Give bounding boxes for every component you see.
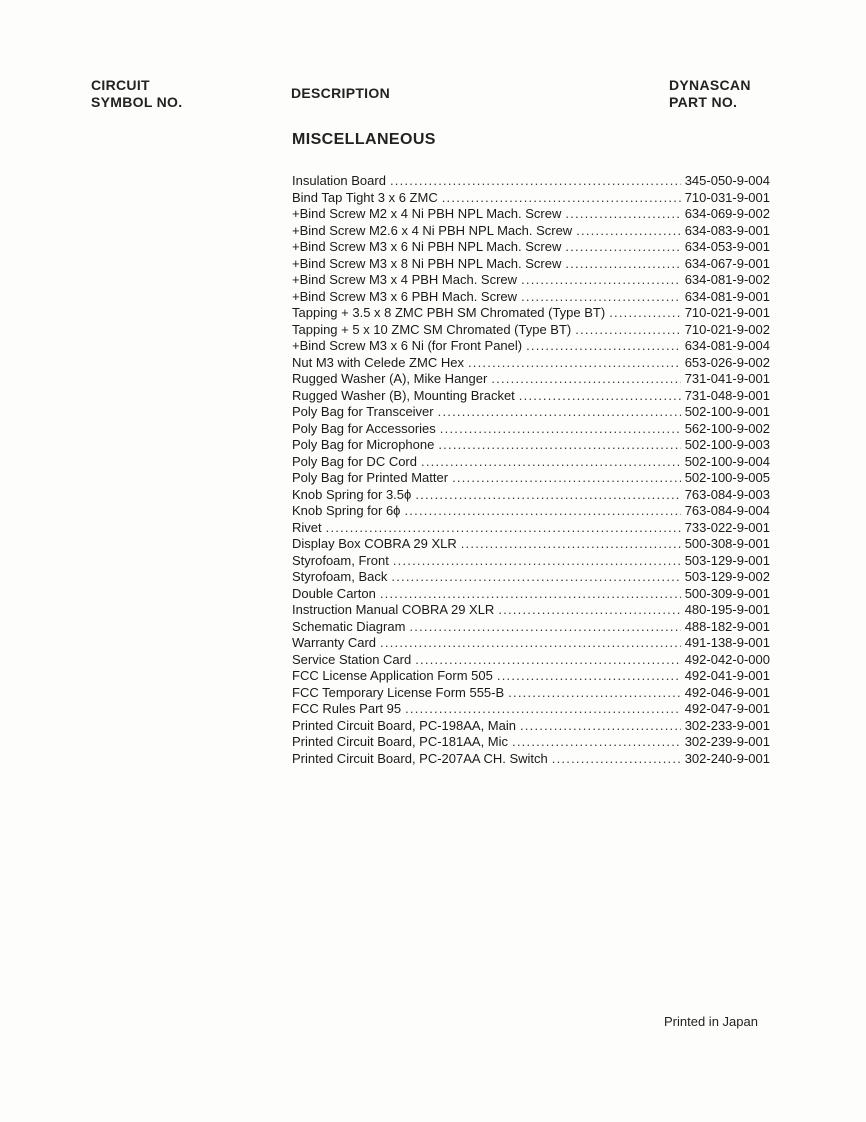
part-description: Styrofoam, Back bbox=[292, 569, 388, 584]
part-number: 731-041-9-001 bbox=[684, 371, 770, 386]
column-header-circuit-line2: SYMBOL NO. bbox=[91, 94, 183, 110]
dot-leader bbox=[552, 751, 681, 768]
dot-leader bbox=[452, 470, 681, 487]
dot-leader bbox=[508, 685, 681, 702]
parts-list-row bbox=[292, 454, 770, 471]
parts-list-row bbox=[292, 734, 770, 751]
part-description: +Bind Screw M2 x 4 Ni PBH NPL Mach. Screw bbox=[292, 206, 562, 221]
part-description: Nut M3 with Celede ZMC Hex bbox=[292, 354, 464, 370]
dot-leader bbox=[565, 239, 680, 256]
parts-list-row bbox=[292, 503, 770, 520]
dot-leader bbox=[438, 404, 681, 421]
part-description: +Bind Screw M3 x 6 PBH Mach. Screw bbox=[292, 288, 518, 304]
part-number: 763-084-9-003 bbox=[684, 486, 770, 502]
part-description: Printed Circuit Board, PC-207AA CH. Switch bbox=[292, 750, 548, 766]
part-description: Poly Bag for Transceiver bbox=[292, 404, 434, 419]
dot-leader bbox=[390, 173, 681, 190]
parts-list-row bbox=[292, 602, 770, 619]
part-description: Insulation Board bbox=[292, 173, 386, 188]
part-description: Rivet bbox=[292, 519, 322, 535]
part-description: +Bind Screw M3 x 6 Ni (for Front Panel) bbox=[292, 338, 523, 353]
part-description: FCC Rules Part 95 bbox=[292, 701, 402, 716]
dot-leader bbox=[391, 569, 680, 586]
column-header-part-line2: PART NO. bbox=[669, 94, 738, 110]
part-description: Tapping + 5 x 10 ZMC SM Chromated (Type BT) bbox=[292, 321, 572, 337]
part-number: 634-083-9-001 bbox=[684, 222, 770, 238]
parts-list-row bbox=[292, 553, 770, 570]
dot-leader bbox=[521, 289, 681, 306]
dot-leader bbox=[415, 652, 680, 669]
part-description: Poly Bag for Accessories bbox=[292, 420, 436, 436]
dot-leader bbox=[512, 734, 681, 751]
part-number: 302-233-9-001 bbox=[684, 717, 770, 733]
part-description: Styrofoam, Front bbox=[292, 552, 389, 568]
parts-list-row bbox=[292, 635, 770, 652]
parts-list-row bbox=[292, 371, 770, 388]
part-number: 503-129-9-001 bbox=[684, 552, 770, 568]
parts-list-row bbox=[292, 272, 770, 289]
parts-list-row bbox=[292, 487, 770, 504]
dot-leader bbox=[415, 487, 680, 504]
part-number: 502-100-9-005 bbox=[684, 470, 770, 485]
parts-list-row bbox=[292, 305, 770, 322]
part-description: Bind Tap Tight 3 x 6 ZMC bbox=[292, 189, 438, 205]
part-number: 763-084-9-004 bbox=[684, 503, 770, 518]
parts-list-row bbox=[292, 338, 770, 355]
part-number: 634-081-9-002 bbox=[684, 272, 770, 287]
dot-leader bbox=[497, 668, 681, 685]
dot-leader bbox=[409, 619, 680, 636]
part-description: Rugged Washer (A), Mike Hanger bbox=[292, 371, 488, 386]
dot-leader bbox=[404, 503, 680, 520]
column-header-part-no bbox=[669, 77, 751, 111]
dot-leader bbox=[576, 223, 681, 240]
part-number: 492-041-9-001 bbox=[684, 668, 770, 683]
footer-printed-in: Printed in Japan bbox=[664, 1014, 758, 1029]
parts-list-row bbox=[292, 322, 770, 339]
dot-leader bbox=[498, 602, 680, 619]
part-number: 500-308-9-001 bbox=[684, 536, 770, 551]
part-number: 492-047-9-001 bbox=[684, 701, 770, 716]
part-number: 710-021-9-001 bbox=[684, 305, 770, 320]
part-number: 492-046-9-001 bbox=[684, 684, 770, 700]
column-header-circuit-line1: CIRCUIT bbox=[91, 77, 150, 93]
part-number: 492-042-0-000 bbox=[684, 651, 770, 667]
dot-leader bbox=[438, 437, 680, 454]
part-description: FCC Temporary License Form 555-B bbox=[292, 684, 505, 700]
part-description: Poly Bag for Microphone bbox=[292, 437, 435, 452]
dot-leader bbox=[440, 421, 681, 438]
part-number: 500-309-9-001 bbox=[684, 585, 770, 601]
parts-list-row bbox=[292, 355, 770, 372]
part-description: Rugged Washer (B), Mounting Bracket bbox=[292, 387, 515, 403]
parts-list-row bbox=[292, 520, 770, 537]
part-number: 634-053-9-001 bbox=[684, 239, 770, 254]
dot-leader bbox=[526, 338, 681, 355]
parts-list-row bbox=[292, 619, 770, 636]
dot-leader bbox=[380, 586, 681, 603]
part-description: +Bind Screw M2.6 x 4 Ni PBH NPL Mach. Screw bbox=[292, 222, 573, 238]
parts-list-row bbox=[292, 289, 770, 306]
part-description: Double Carton bbox=[292, 585, 376, 601]
part-number: 480-195-9-001 bbox=[684, 602, 770, 617]
part-number: 710-031-9-001 bbox=[684, 189, 770, 205]
part-description: Printed Circuit Board, PC-198AA, Main bbox=[292, 717, 516, 733]
part-description: Poly Bag for Printed Matter bbox=[292, 470, 449, 485]
part-number: 634-067-9-001 bbox=[684, 255, 770, 271]
dot-leader bbox=[491, 371, 680, 388]
parts-list-row bbox=[292, 437, 770, 454]
part-number: 302-240-9-001 bbox=[684, 750, 770, 766]
column-header-circuit-symbol bbox=[91, 77, 182, 111]
parts-list-row bbox=[292, 668, 770, 685]
part-number: 731-048-9-001 bbox=[684, 387, 770, 403]
parts-list-row bbox=[292, 256, 770, 273]
part-description: +Bind Screw M3 x 6 Ni PBH NPL Mach. Screw bbox=[292, 239, 562, 254]
dot-leader bbox=[442, 190, 681, 207]
parts-list-row bbox=[292, 421, 770, 438]
column-header-description bbox=[291, 85, 390, 102]
dot-leader bbox=[380, 635, 681, 652]
parts-list bbox=[292, 173, 770, 767]
parts-list-row bbox=[292, 701, 770, 718]
parts-list-row bbox=[292, 223, 770, 240]
parts-list-row bbox=[292, 404, 770, 421]
part-number: 502-100-9-003 bbox=[684, 437, 770, 452]
part-number: 345-050-9-004 bbox=[684, 173, 770, 188]
dot-leader bbox=[565, 206, 680, 223]
dot-leader bbox=[609, 305, 681, 322]
dot-leader bbox=[326, 520, 681, 537]
part-number: 653-026-9-002 bbox=[684, 354, 770, 370]
parts-list-row bbox=[292, 569, 770, 586]
part-description: Schematic Diagram bbox=[292, 618, 406, 634]
part-number: 491-138-9-001 bbox=[684, 635, 770, 650]
part-number: 302-239-9-001 bbox=[684, 734, 770, 749]
part-number: 488-182-9-001 bbox=[684, 618, 770, 634]
dot-leader bbox=[575, 322, 680, 339]
parts-list-row bbox=[292, 586, 770, 603]
part-description: Knob Spring for 3.5ϕ bbox=[292, 486, 412, 502]
parts-list-row bbox=[292, 470, 770, 487]
part-description: Tapping + 3.5 x 8 ZMC PBH SM Chromated (Type BT) bbox=[292, 305, 606, 320]
dot-leader bbox=[461, 536, 681, 553]
parts-list-row bbox=[292, 388, 770, 405]
part-description: +Bind Screw M3 x 8 Ni PBH NPL Mach. Screw bbox=[292, 255, 562, 271]
dot-leader bbox=[520, 718, 681, 735]
parts-list-row bbox=[292, 173, 770, 190]
parts-list-row bbox=[292, 190, 770, 207]
part-number: 502-100-9-004 bbox=[684, 453, 770, 469]
column-header-description-text: DESCRIPTION bbox=[291, 85, 390, 101]
part-description: Knob Spring for 6ϕ bbox=[292, 503, 401, 518]
part-number: 503-129-9-002 bbox=[684, 569, 770, 584]
part-description: Service Station Card bbox=[292, 651, 412, 667]
part-description: Display Box COBRA 29 XLR bbox=[292, 536, 457, 551]
dot-leader bbox=[565, 256, 680, 273]
part-description: +Bind Screw M3 x 4 PBH Mach. Screw bbox=[292, 272, 518, 287]
part-number: 634-069-9-002 bbox=[684, 206, 770, 221]
parts-list-row bbox=[292, 685, 770, 702]
dot-leader bbox=[519, 388, 681, 405]
dot-leader bbox=[405, 701, 681, 718]
parts-list-row bbox=[292, 652, 770, 669]
dot-leader bbox=[521, 272, 681, 289]
part-number: 502-100-9-001 bbox=[684, 404, 770, 419]
part-description: Printed Circuit Board, PC-181AA, Mic bbox=[292, 734, 509, 749]
section-title: MISCELLANEOUS bbox=[292, 131, 436, 148]
parts-list-row bbox=[292, 206, 770, 223]
part-description: FCC License Application Form 505 bbox=[292, 668, 493, 683]
column-header-part-line1: DYNASCAN bbox=[669, 77, 751, 93]
parts-list-row bbox=[292, 718, 770, 735]
parts-list-row bbox=[292, 239, 770, 256]
part-number: 733-022-9-001 bbox=[684, 519, 770, 535]
part-number: 634-081-9-001 bbox=[684, 288, 770, 304]
part-number: 710-021-9-002 bbox=[684, 321, 770, 337]
part-description: Warranty Card bbox=[292, 635, 377, 650]
dot-leader bbox=[393, 553, 681, 570]
part-number: 562-100-9-002 bbox=[684, 420, 770, 436]
part-description: Instruction Manual COBRA 29 XLR bbox=[292, 602, 495, 617]
parts-list-row bbox=[292, 536, 770, 553]
parts-list-row bbox=[292, 751, 770, 768]
part-number: 634-081-9-004 bbox=[684, 338, 770, 353]
dot-leader bbox=[421, 454, 681, 471]
dot-leader bbox=[468, 355, 681, 372]
part-description: Poly Bag for DC Cord bbox=[292, 453, 417, 469]
